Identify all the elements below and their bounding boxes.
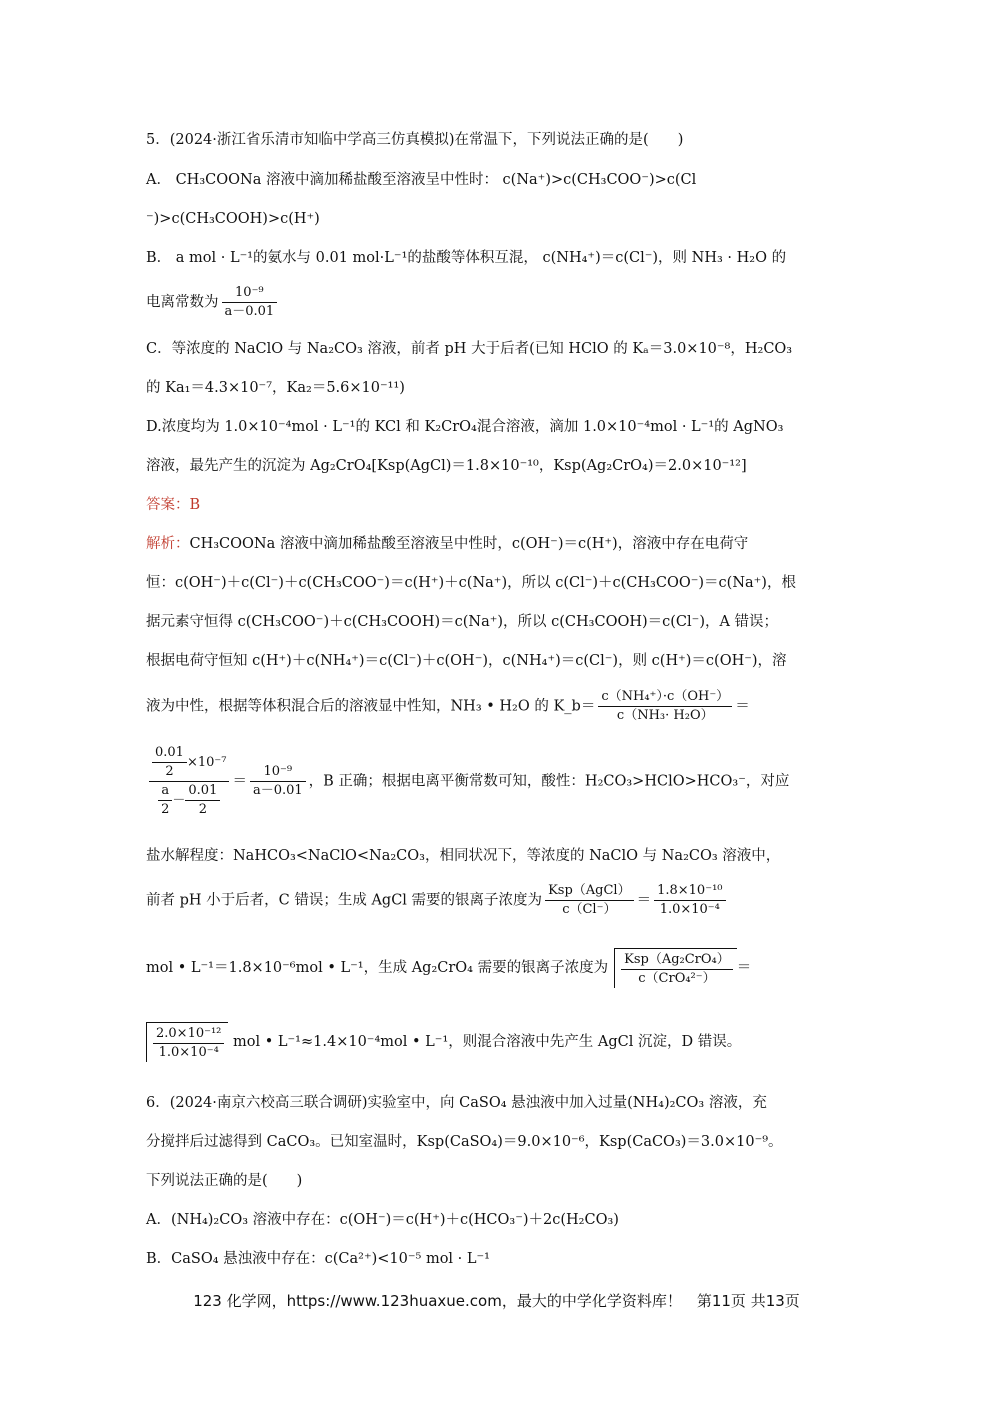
analysis-line1-text: CH₃COONa 溶液中滴加稀盐酸至溶液呈中性时，c(OH⁻)＝c(H⁺)，溶液中存在电荷守 bbox=[189, 536, 749, 552]
q6-stem-line2: 分搅拌后过滤得到 CaCO₃。已知室温时，Ksp(CaSO₄)＝9.0×10⁻⁶，Ksp(CaCO₃)＝3.0×10⁻⁹。 bbox=[146, 1134, 783, 1150]
analysis-line3: 据元素守恒得 c(CH₃COO⁻)＋c(CH₃COOH)＝c(Na⁺)，所以 c(CH₃COOH)＝c(Cl⁻)，A 错误； bbox=[146, 614, 779, 630]
analysis-line9 bbox=[146, 948, 858, 988]
compound-numerator bbox=[149, 744, 229, 782]
analysis-line7: 盐水解程度：NaHCO₃<NaClO<Na₂CO₃，相同状况下，等浓度的 NaClO 与 Na₂CO₃ 溶液中， bbox=[146, 848, 781, 864]
analysis-line2: 恒：c(OH⁻)＋c(Cl⁻)＋c(CH₃COO⁻)＝c(H⁺)＋c(Na⁺)，所以 c(Cl⁻)＋c(CH₃COO⁻)＝c(Na⁺)，根 bbox=[146, 575, 796, 591]
analysis-label: 解析： bbox=[146, 536, 190, 552]
q5-option-b-fraction bbox=[222, 284, 278, 321]
analysis-line8 bbox=[146, 882, 858, 919]
fraction-numerator: 2.0×10⁻¹² bbox=[153, 1025, 224, 1044]
equals-sign: ＝ bbox=[735, 698, 750, 715]
fraction-numerator: 10⁻⁹ bbox=[250, 763, 306, 782]
fraction-denominator: c（CrO₄²⁻） bbox=[638, 971, 716, 986]
fraction-denominator: c（Cl⁻） bbox=[562, 902, 617, 917]
answer: 答案：B bbox=[146, 497, 201, 513]
analysis-line6 bbox=[146, 744, 858, 828]
fraction-denominator: c（NH₃· H₂O） bbox=[616, 708, 714, 723]
fraction-numerator: 0.01 bbox=[185, 782, 220, 801]
compound-denominator bbox=[149, 782, 229, 819]
compound-fraction bbox=[149, 744, 229, 819]
fraction-denominator: 2 bbox=[198, 802, 208, 817]
analysis-line8-prefix: 前者 pH 小于后者，C 错误；生成 AgCl 需要的银离子浓度为 bbox=[146, 892, 543, 909]
ksp-ag2cro4-fraction bbox=[621, 951, 733, 988]
analysis-line4: 根据电荷守恒知 c(H⁺)＋c(NH₄⁺)＝c(Cl⁻)＋c(OH⁻)，c(NH₄⁺)＝c(Cl⁻)，则 c(H⁺)＝c(OH⁻)，溶 bbox=[146, 653, 787, 669]
q5-option-d-line1: D.浓度均为 1.0×10⁻⁴mol · L⁻¹的 KCl 和 K₂CrO₄混合溶液，滴加 1.0×10⁻⁴mol · L⁻¹的 AgNO₃ bbox=[146, 419, 784, 435]
fraction-numerator: Ksp（Ag₂CrO₄） bbox=[621, 951, 733, 970]
small-fraction bbox=[152, 744, 187, 781]
value-fraction bbox=[654, 882, 725, 919]
fraction-denominator: 1.0×10⁻⁴ bbox=[158, 1045, 219, 1060]
analysis-line1 bbox=[146, 534, 858, 554]
q6-option-b: B．CaSO₄ 悬浊液中存在：c(Ca²⁺)<10⁻⁵ mol · L⁻¹ bbox=[146, 1251, 490, 1267]
equals-sign: ＝ bbox=[636, 892, 652, 909]
q6-option-a: A．(NH₄)₂CO₃ 溶液中存在：c(OH⁻)＝c(H⁺)＋c(HCO₃⁻)＋2c(H₂CO₃) bbox=[146, 1212, 619, 1228]
q5-option-b-line2 bbox=[146, 284, 858, 321]
q5-option-d-line2: 溶液，最先产生的沉淀为 Ag₂CrO₄[Ksp(AgCl)＝1.8×10⁻¹⁰，Ksp(Ag₂CrO₄)＝2.0×10⁻¹²] bbox=[146, 458, 747, 474]
analysis-line5 bbox=[146, 688, 858, 725]
fraction-denominator: a－0.01 bbox=[224, 304, 275, 319]
fraction-numerator: 1.8×10⁻¹⁰ bbox=[654, 882, 725, 901]
q5-option-c-line1: C．等浓度的 NaClO 与 Na₂CO₃ 溶液，前者 pH 大于后者(已知 HClO 的 Kₐ＝3.0×10⁻⁸，H₂CO₃ bbox=[146, 341, 793, 357]
analysis-line5-prefix: 液为中性，根据等体积混合后的溶液显中性知，NH₃ • H₂O 的 K_b＝ bbox=[146, 698, 596, 715]
analysis-line9-prefix: mol • L⁻¹＝1.8×10⁻⁶mol • L⁻¹，生成 Ag₂CrO₄ 需要的银离子浓度为 bbox=[146, 960, 609, 976]
small-fraction bbox=[158, 782, 172, 819]
q5-option-a-line1: A． CH₃COONa 溶液中滴加稀盐酸至溶液呈中性时： c(Na⁺)>c(CH₃COO⁻)>c(Cl bbox=[146, 172, 697, 188]
analysis-line6-tail: ，B 正确；根据电离平衡常数可知，酸性：H₂CO₃>HClO>HCO₃⁻，对应 bbox=[308, 773, 790, 790]
ksp-agcl-fraction bbox=[545, 882, 634, 919]
analysis-line10-tail: mol • L⁻¹≈1.4×10⁻⁴mol • L⁻¹，则混合溶液中先产生 AgCl 沉淀，D 错误。 bbox=[228, 1034, 742, 1050]
fraction-denominator: 1.0×10⁻⁴ bbox=[659, 902, 720, 917]
fraction-numerator: c（NH₄⁺）·c（OH⁻） bbox=[598, 688, 732, 707]
analysis-line10 bbox=[146, 1022, 858, 1062]
page-footer: 123 化学网，https://www.123huaxue.com，最大的中学化学资料库！ 第11页 共13页 bbox=[193, 1292, 800, 1310]
fraction-denominator: 2 bbox=[161, 802, 170, 817]
q5-option-c-line2: 的 Ka₁＝4.3×10⁻⁷，Ka₂＝5.6×10⁻¹¹) bbox=[146, 380, 405, 396]
q5-option-b-prefix: 电离常数为 bbox=[146, 294, 219, 311]
minus-sign: － bbox=[172, 793, 186, 808]
power-term: ×10⁻⁷ bbox=[186, 755, 227, 770]
fraction-numerator: a bbox=[158, 782, 172, 801]
fraction-numerator: 0.01 bbox=[152, 744, 187, 763]
fraction-numerator: 10⁻⁹ bbox=[222, 284, 278, 303]
q6-stem-line1: 6．(2024·南京六校高三联合调研)实验室中，向 CaSO₄ 悬浊液中加入过量(NH₄)₂CO₃ 溶液，充 bbox=[146, 1095, 767, 1111]
fraction-denominator: a－0.01 bbox=[252, 783, 303, 798]
value-fraction bbox=[153, 1025, 224, 1062]
equals-sign: ＝ bbox=[232, 773, 247, 790]
q6-stem-line3: 下列说法正确的是( ) bbox=[146, 1173, 303, 1189]
q5-option-a-line2: ⁻)>c(CH₃COOH)>c(H⁺) bbox=[146, 211, 320, 227]
q5-stem: 5．(2024·浙江省乐清市知临中学高三仿真模拟)在常温下，下列说法正确的是( ) bbox=[146, 132, 684, 148]
sqrt-symbol bbox=[146, 1022, 228, 1062]
equals-sign: ＝ bbox=[736, 960, 752, 976]
result-fraction bbox=[250, 763, 306, 800]
kb-fraction bbox=[598, 688, 732, 725]
fraction-denominator: 2 bbox=[165, 764, 174, 779]
fraction-numerator: Ksp（AgCl） bbox=[545, 882, 634, 901]
sqrt-symbol bbox=[614, 948, 737, 988]
small-fraction bbox=[185, 782, 220, 819]
q5-option-b-line1: B． a mol · L⁻¹的氨水与 0.01 mol·L⁻¹的盐酸等体积互混， c(NH₄⁺)＝c(Cl⁻)，则 NH₃ · H₂O 的 bbox=[146, 250, 787, 266]
